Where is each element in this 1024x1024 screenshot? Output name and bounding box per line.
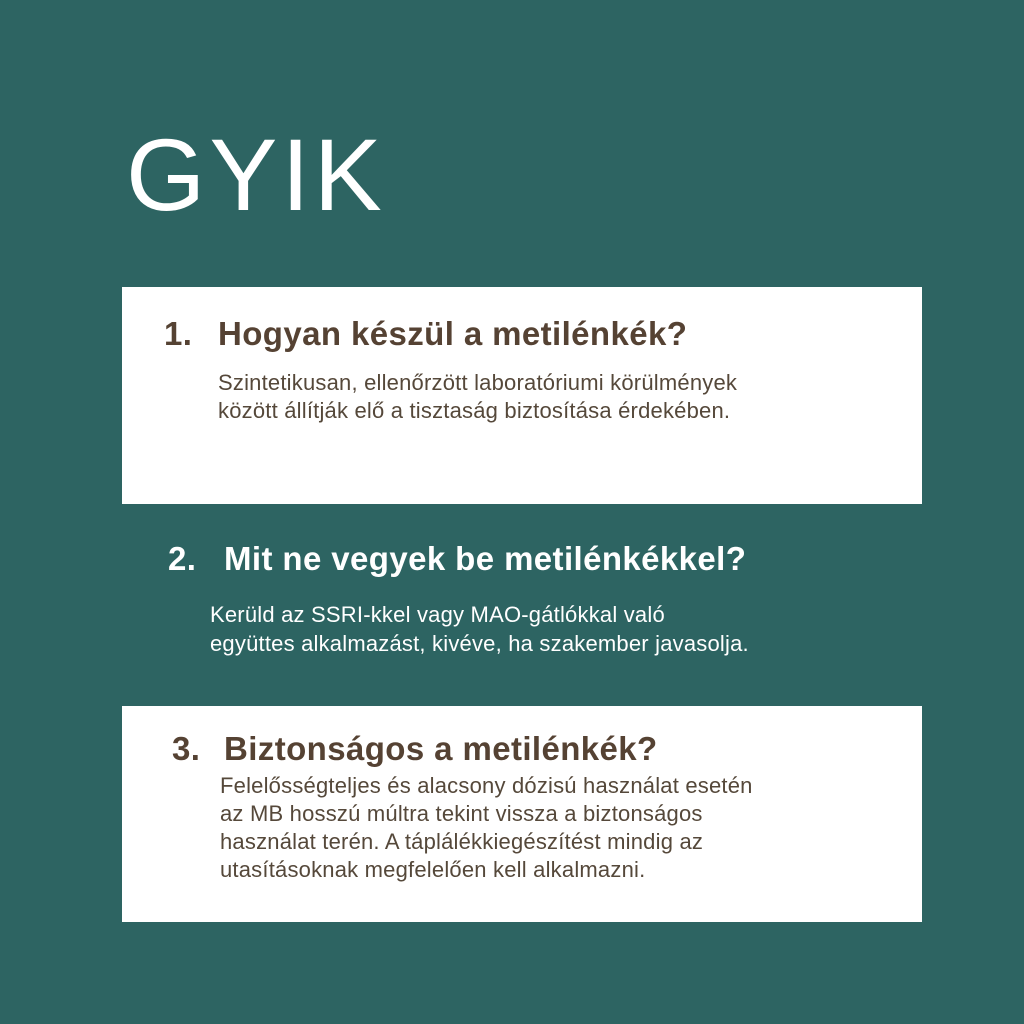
faq-3-question-row xyxy=(172,728,658,771)
faq-2-question-row xyxy=(168,538,749,581)
page-title: GYIK xyxy=(126,118,386,232)
faq-3-number: 3. xyxy=(172,730,201,767)
faq-2-question: Mit ne vegyek be metilénkékkel? xyxy=(224,540,747,577)
faq-card-1 xyxy=(122,287,922,504)
answer-line: Kerüld az SSRI-kkel vagy MAO-gátlókkal való xyxy=(210,601,665,627)
faq-1-answer xyxy=(218,369,737,425)
faq-1-number: 1. xyxy=(164,315,193,352)
answer-line: az MB hosszú múltra tekint vissza a biztonságos xyxy=(220,801,703,826)
faq-1-question-row xyxy=(164,313,687,356)
answer-line: utasításoknak megfelelően kell alkalmazni. xyxy=(220,857,646,882)
answer-line: Felelősségteljes és alacsony dózisú használat esetén xyxy=(220,773,753,798)
faq-2-number: 2. xyxy=(168,540,197,577)
faq-1-question: Hogyan készül a metilénkék? xyxy=(218,315,688,352)
faq-3-answer xyxy=(220,772,753,884)
faq-2-answer xyxy=(210,600,749,658)
answer-line: között állítják elő a tisztaság biztosítása érdekében. xyxy=(218,398,731,423)
answer-line: használat terén. A táplálékkiegészítést mindig az xyxy=(220,829,704,854)
answer-line: Szintetikusan, ellenőrzött laboratóriumi körülmények xyxy=(218,370,738,395)
faq-card-3 xyxy=(122,706,922,922)
answer-line: együttes alkalmazást, kivéve, ha szakember javasolja. xyxy=(210,630,749,656)
faq-item-2 xyxy=(168,538,749,658)
faq-3-question: Biztonságos a metilénkék? xyxy=(224,730,658,767)
